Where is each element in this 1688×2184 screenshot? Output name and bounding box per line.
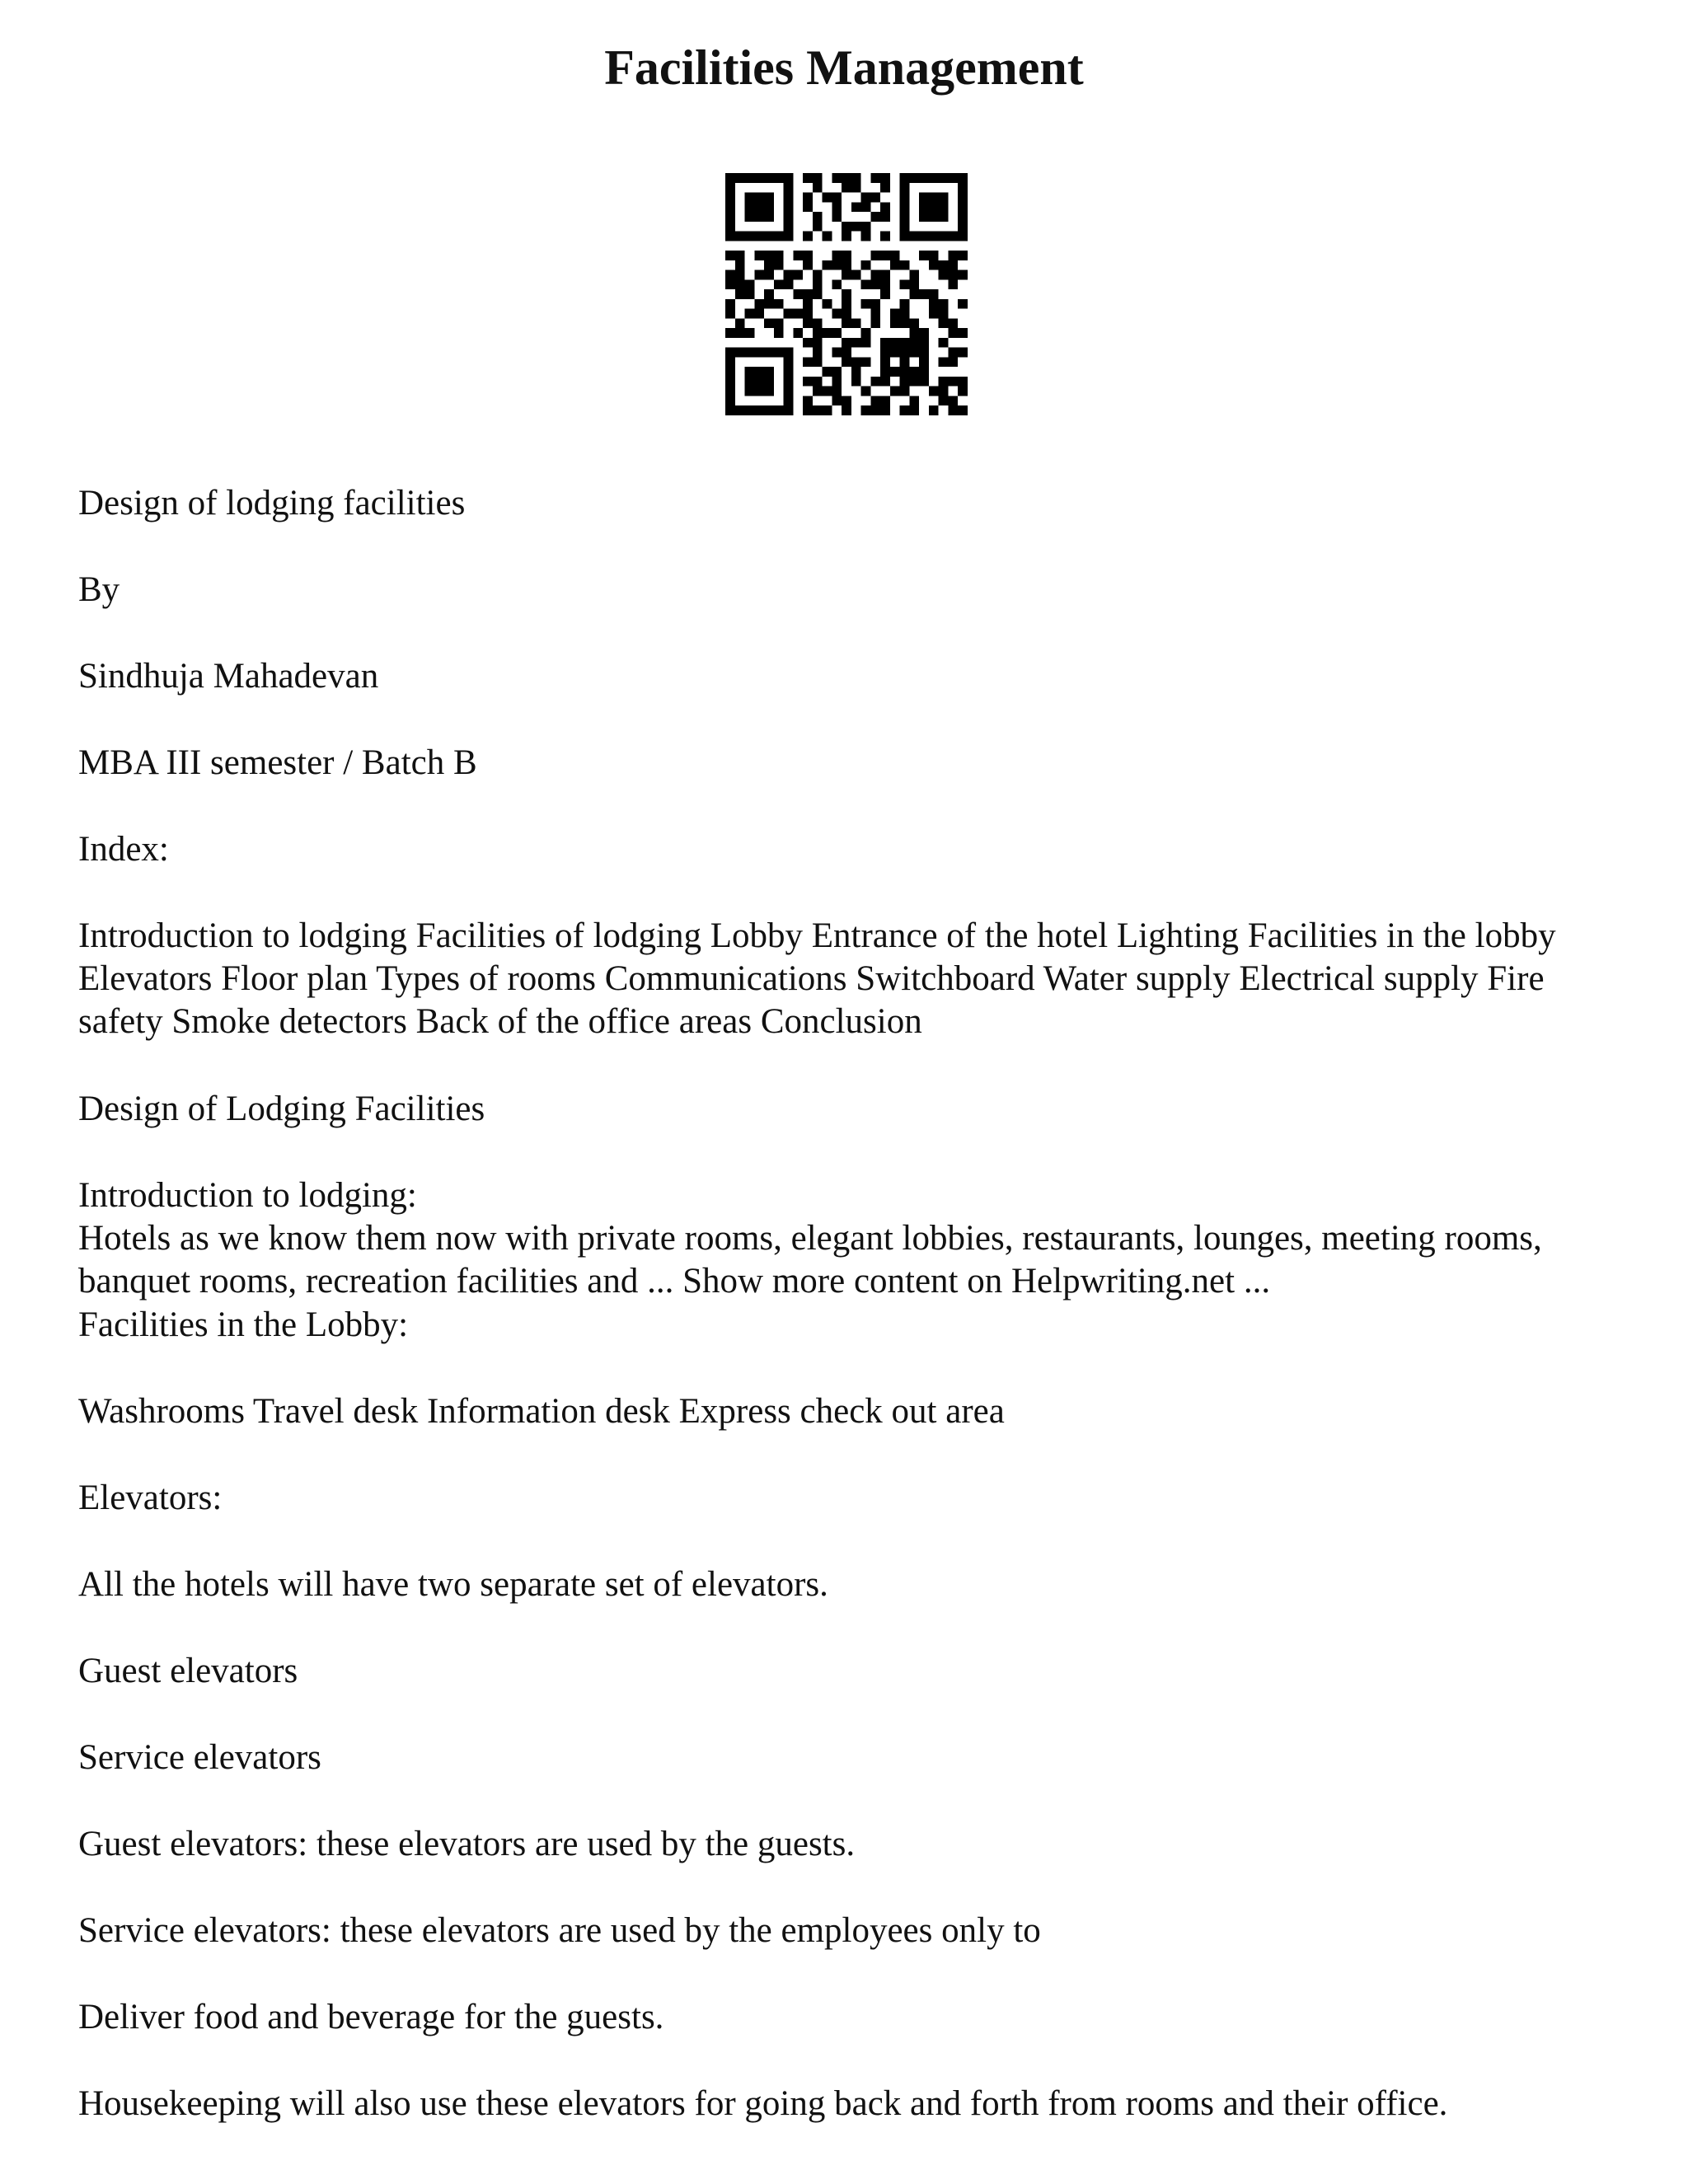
doc-subtitle: Design of lodging facilities	[78, 484, 466, 523]
service-elevators-label: Service elevators	[78, 1738, 321, 1777]
section-heading: Design of Lodging Facilities	[78, 1090, 485, 1128]
deliver-food-text: Deliver food and beverage for the guests.	[78, 1998, 664, 2036]
housekeeping-text: Housekeeping will also use these elevators for going back and forth from rooms and their office.	[78, 2084, 1448, 2123]
index-list: Introduction to lodging Facilities of lodging Lobby Entrance of the hotel Lighting Facilities in the lobby Elevators Floor plan Types of rooms Communications Switchboard Water supply Electrical supply Fire safety Smoke detectors Back of the office areas Conclusion	[78, 916, 1556, 1041]
index-heading: Index:	[78, 830, 169, 869]
guest-elevators-label: Guest elevators	[78, 1652, 298, 1690]
elevators-intro: All the hotels will have two separate set of elevators.	[78, 1565, 828, 1604]
course-info: MBA III semester / Batch B	[78, 743, 477, 782]
lobby-facilities-list: Washrooms Travel desk Information desk Express check out area	[78, 1392, 1005, 1431]
author-name: Sindhuja Mahadevan	[78, 657, 379, 696]
guest-elevators-description: Guest elevators: these elevators are used by the guests.	[78, 1825, 856, 1863]
elevators-heading: Elevators:	[78, 1479, 223, 1517]
qr-code-icon	[725, 173, 968, 415]
lobby-facilities-heading: Facilities in the Lobby:	[78, 1305, 409, 1344]
service-elevators-description: Service elevators: these elevators are used by the employees only to	[78, 1911, 1041, 1950]
intro-heading: Introduction to lodging:	[78, 1176, 417, 1215]
by-line: By	[78, 570, 120, 609]
page-title: Facilities Management	[604, 40, 1084, 95]
intro-paragraph: Hotels as we know them now with private rooms, elegant lobbies, restaurants, lounges, meeting rooms, banquet rooms, recreation facilities and ... Show more content on Helpwriting.net ...	[78, 1219, 1542, 1301]
